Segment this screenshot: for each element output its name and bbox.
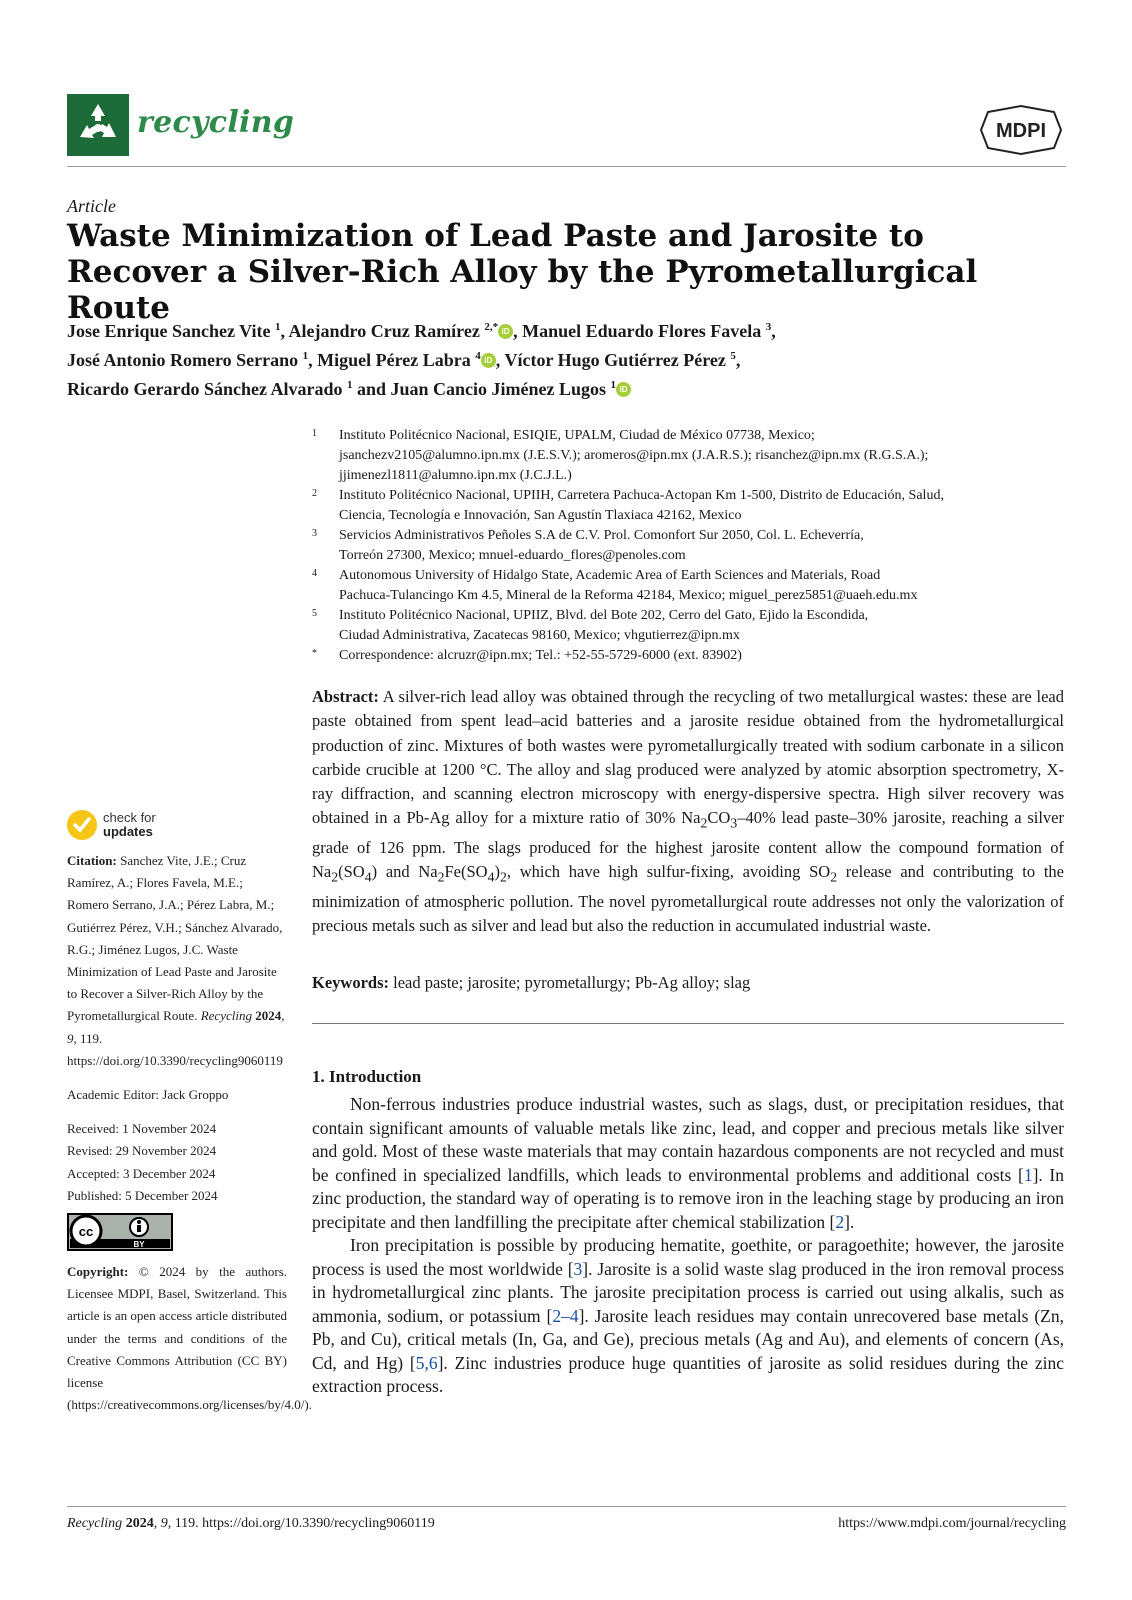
affiliation-number: 4 [312, 568, 317, 579]
abstract-text: A silver-rich lead alloy was obtained through the recycling of two metallurgical wastes: these are lead paste obtained from spent lead–acid batteries and a jarosite residue obtained from the hydrometallurgical production of zinc. Mixtures of both wastes were pyrometallurgically treated with sodium carbonate in a silicon carbide crucible at 1200 °C. The alloy and slag produced were analyzed by atomic absorption spectrometry, X-ray diffraction, and scanning electron microscopy with energy-dispersive spectra. High silver recovery was obtained in a Pb-Ag alloy for a mixture ratio of 30% Na [312, 687, 1064, 828]
affiliation-number: 5 [312, 608, 317, 619]
affiliation-item [312, 566, 1072, 606]
section-divider [312, 1023, 1064, 1024]
footer-journal: Recycling [67, 1516, 123, 1531]
copyright-block [67, 1261, 312, 1416]
author-affil-sup: 1 [346, 379, 353, 391]
abstract-text: Fe(SO [444, 862, 488, 882]
author-name: Manuel Eduardo Flores Favela [522, 321, 762, 341]
updates-label: updates [103, 824, 153, 839]
copyright-label: Copyright: [67, 1264, 129, 1280]
abstract-text: ) and Na [371, 862, 438, 882]
orcid-icon[interactable]: iD [481, 353, 496, 368]
check-for-updates-button[interactable] [67, 810, 156, 840]
subscript: 4 [487, 869, 495, 885]
author-affil-sup: 4 [475, 350, 481, 362]
subscript: 4 [364, 869, 372, 885]
author-affil-sup: 3 [765, 321, 772, 333]
abstract-label: Abstract: [312, 687, 379, 706]
affiliation-item [312, 526, 1072, 566]
subscript: 2 [499, 869, 507, 885]
footer-journal-url[interactable]: https://www.mdpi.com/journal/recycling [838, 1516, 1066, 1531]
orcid-icon[interactable]: iD [616, 382, 631, 397]
subscript: 2 [700, 815, 708, 831]
published-date: Published: 5 December 2024 [67, 1187, 218, 1203]
paragraph-text: Non-ferrous industries produce industrial wastes, such as slags, dust, or precipitation residues, that contain significant amounts of valuable metals like zinc, lead, and copper and precious metals like silver and gold. Most of these waste materials that may contain hazardous components are not recycled and must be confined in specialized landfills, which leads to environmental problems and additional costs [ [312, 1094, 1064, 1185]
paragraph [312, 1234, 1064, 1399]
affiliation-line: Servicios Administrativos Peñoles S.A de C.V. Prol. Comonfort Sur 2050, Col. L. Echeverría, [339, 528, 864, 543]
subscript: 2 [331, 869, 339, 885]
footer-volume: 9 [160, 1516, 168, 1531]
author-name: Juan Cancio Jiménez Lugos [390, 379, 607, 399]
author-name: José Antonio Romero Serrano [67, 350, 299, 370]
subscript: 2 [437, 869, 445, 885]
affiliation-number: 2 [312, 488, 317, 499]
abstract-text: , which have high sulfur-fixing, avoiding SO [506, 862, 831, 882]
footer-year: 2024 [125, 1516, 154, 1531]
abstract [312, 685, 1064, 939]
affiliation-number: 1 [312, 428, 317, 439]
paragraph-text: Iron precipitation is possible by producing hematite, goethite, or paragoethite; however, the jarosite process is used the most worldwide [ [312, 1235, 1064, 1279]
author-affil-sup: 1 [275, 321, 281, 333]
affiliation-line: Instituto Politécnico Nacional, ESIQIE, UPALM, Ciudad de México 07738, Mexico; [339, 428, 815, 443]
mdpi-logo-text: MDPI [996, 120, 1046, 142]
citation-block: Citation: Sanchez Vite, J.E.; Cruz Ramírez, A.; Flores Favela, M.E.; Romero Serrano, J.A.; Pérez Labra, M.; Gutiérrez Pérez, V.H.; Sánchez Alvarado, R.G.; Jiménez Lugos, J.C. Waste Minimization of Lead Paste and Jarosite to Recover a Silver-Rich Alloy by the Pyrometallurgical Route. Recycling 2024, 9, 119. https://doi.org/10.3390/recycling9060119 [67, 853, 285, 1068]
check-label: check for [103, 810, 156, 825]
received-date: Received: 1 November 2024 [67, 1121, 217, 1137]
svg-text:cc: cc [78, 1224, 94, 1240]
journal-name: recycling [137, 105, 295, 140]
recycling-logo-icon [67, 94, 129, 156]
author-name: Ricardo Gerardo Sánchez Alvarado [67, 379, 343, 399]
paragraph-text: ]. [844, 1211, 855, 1232]
academic-editor: Academic Editor: Jack Groppo [67, 1087, 229, 1103]
subscript: 3 [730, 815, 738, 831]
cc-by-license-icon[interactable] [67, 1213, 173, 1251]
keywords-text: lead paste; jarosite; pyrometallurgy; Pb-Ag alloy; slag [389, 973, 751, 992]
affiliation-line: jjimenezl1811@alumno.ipn.mx (J.C.J.L.) [339, 468, 572, 483]
author-affil-sup: 1 [610, 379, 617, 391]
citation-link[interactable]: 1 [1023, 1164, 1033, 1185]
mdpi-logo[interactable] [976, 104, 1066, 156]
affiliation-line: Ciudad Administrativa, Zacatecas 98160, Mexico; vhgutierrez@ipn.mx [339, 628, 740, 643]
affiliation-line: Instituto Politécnico Nacional, UPIIH, Carretera Pachuca-Actopan Km 1-500, Distrito de Educación, Salud, [339, 488, 944, 503]
accepted-date: Accepted: 3 December 2024 [67, 1165, 216, 1181]
paragraph-text: ]. In zinc production, the standard way of operating is to remove iron in the leaching stage by producing an iron precipitate and then landfilling the precipitate after chemical stabilization [ [312, 1164, 1065, 1232]
citation-link[interactable]: 2–4 [552, 1305, 579, 1326]
abstract-text: CO [707, 808, 731, 828]
affiliation-line: Pachuca-Tulancingo Km 4.5, Mineral de la Reforma 42184, Mexico; miguel_perez5851@uaeh.edu.mx [339, 588, 918, 603]
citation-volume: 9 [67, 1030, 74, 1046]
author-affil-sup: 1 [302, 350, 309, 362]
paragraph-text: ]. Zinc industries produce huge quantities of jarosite as solid residues during the zinc extraction process. [312, 1352, 1064, 1396]
correspondence-item [312, 646, 1072, 666]
intro-body [312, 1093, 1064, 1399]
citation-link[interactable]: 5,6 [415, 1352, 438, 1373]
affiliation-number: 3 [312, 528, 317, 539]
author-name: Alejandro Cruz Ramírez [288, 321, 480, 341]
citation-journal: Recycling [200, 1008, 252, 1024]
author-affil-sup: 5 [730, 350, 736, 362]
citation-doi[interactable]: , 119. https://doi.org/10.3390/recycling9060119 [67, 1030, 283, 1068]
author-name: Víctor Hugo Gutiérrez Pérez [504, 350, 726, 370]
citation-year: 2024 [255, 1008, 282, 1024]
abstract-text: (SO [338, 862, 365, 882]
article-sidebar [67, 850, 312, 1416]
paragraph-text: ]. Jarosite leach residues may contain unrecovered base metals (Zn, Pb, and Cu), critical metals (In, Ga, and Ge), precious metals (Ag and Au), and elements of concern (As, Cd, and Hg) [ [312, 1305, 1064, 1373]
article-type: Article [67, 196, 116, 216]
section-heading: 1. Introduction [312, 1067, 422, 1086]
affiliation-item [312, 426, 1072, 486]
correspondence-line: Correspondence: alcruzr@ipn.mx; Tel.: +52-55-5729-6000 (ext. 83902) [339, 648, 742, 663]
affiliations [312, 426, 1072, 666]
footer-rule [67, 1506, 1066, 1507]
author-list: Jose Enrique Sanchez Vite $^1$, Alejandro Cruz Ramírez $^{2,*}$ iD , Manuel Eduardo Flores Favela $^3$, José Antonio Romero Serrano $^1$, Miguel Pérez Labra $^4$ iD , Víctor Hugo Gutiérrez Pérez $^5$, Ricardo Gerardo Sánchez Alvarado $^1$ and Juan Cancio Jiménez Lugos $^1$ iD [67, 321, 776, 399]
author-name: Jose Enrique Sanchez Vite [67, 321, 271, 341]
article-title: Waste Minimization of Lead Paste and Jarosite to Recover a Silver-Rich Alloy by the Pyrometallurgical Route [67, 218, 978, 326]
affiliation-line: Torreón 27300, Mexico; mnuel-eduardo_flores@penoles.com [339, 548, 686, 563]
header-rule [67, 166, 1066, 167]
footer-citation: Recycling 2024, 9, 119. https://doi.org/10.3390/recycling9060119 [67, 1516, 435, 1531]
paragraph [312, 1093, 1064, 1234]
check-updates-icon [67, 810, 97, 840]
abstract-text: –40% lead paste–30% jarosite, reaching a silver grade of 126 ppm. The slags produced for the highest jarosite content allow the compound formation of Na [312, 808, 1064, 882]
citation-label: Citation: [67, 853, 117, 868]
revised-date: Revised: 29 November 2024 [67, 1143, 217, 1159]
abstract-text: ) [494, 862, 500, 882]
keywords-label: Keywords: [312, 973, 389, 992]
affiliation-line: Ciencia, Tecnología e Innovación, San Agustín Tlaxiaca 42162, Mexico [339, 508, 742, 523]
citation-link[interactable]: 2 [835, 1211, 845, 1232]
affiliation-line: Instituto Politécnico Nacional, UPIIZ, Blvd. del Bote 202, Cerro del Gato, Ejido la Escondida, [339, 608, 869, 623]
footer-doi-link[interactable]: , 119. https://doi.org/10.3390/recycling9060119 [167, 1516, 435, 1531]
copyright-text: © 2024 by the authors. Licensee MDPI, Basel, Switzerland. This article is an open access article distributed under the terms and conditions of the Creative Commons Attribution (CC BY) license (https://creativecommons.org/licenses/by/4.0/). [67, 1264, 312, 1413]
affiliation-line: jsanchezv2105@alumno.ipn.mx (J.E.S.V.); aromeros@ipn.mx (J.A.R.S.); risanchez@ipn.mx (R.G.S.A.); [339, 448, 929, 463]
affiliation-item [312, 486, 1072, 526]
author-name: Miguel Pérez Labra [317, 350, 471, 370]
affiliation-item [312, 606, 1072, 646]
subscript: 2 [830, 869, 838, 885]
affiliation-line: Autonomous University of Hidalgo State, Academic Area of Earth Sciences and Materials, Road [339, 568, 881, 583]
author-affil-sup: 2,* [484, 321, 499, 333]
citation-text: Sanchez Vite, J.E.; Cruz Ramírez, A.; Flores Favela, M.E.; Romero Serrano, J.A.; Pérez Labra, M.; Gutiérrez Pérez, V.H.; Sánchez Alvarado, R.G.; Jiménez Lugos, J.C. Waste Minimization of Lead Paste and Jarosite to Recover a Silver-Rich Alloy by the Pyrometallurgical Route. [67, 853, 283, 1024]
orcid-icon[interactable]: iD [498, 324, 513, 339]
citation-link[interactable]: 3 [573, 1258, 583, 1279]
correspondence-marker: * [312, 648, 317, 659]
keywords [312, 973, 1064, 993]
abstract-text: release and contributing to the minimization of atmospheric pollution. The novel pyrometallurgical route addresses not only the valorization of precious metals such as silver and lead but also the reduction in accumulated industrial waste. [312, 862, 1065, 936]
paragraph-text: ]. Jarosite is a solid waste slag produced in the iron removal process in hydrometallurgical zinc plants. The jarosite precipitation process is carried out using alkalis, such as ammonia, sodium, or potassium [ [312, 1258, 1065, 1326]
cc-by-label: BY [133, 1240, 145, 1250]
author-joiner: and [356, 379, 387, 399]
